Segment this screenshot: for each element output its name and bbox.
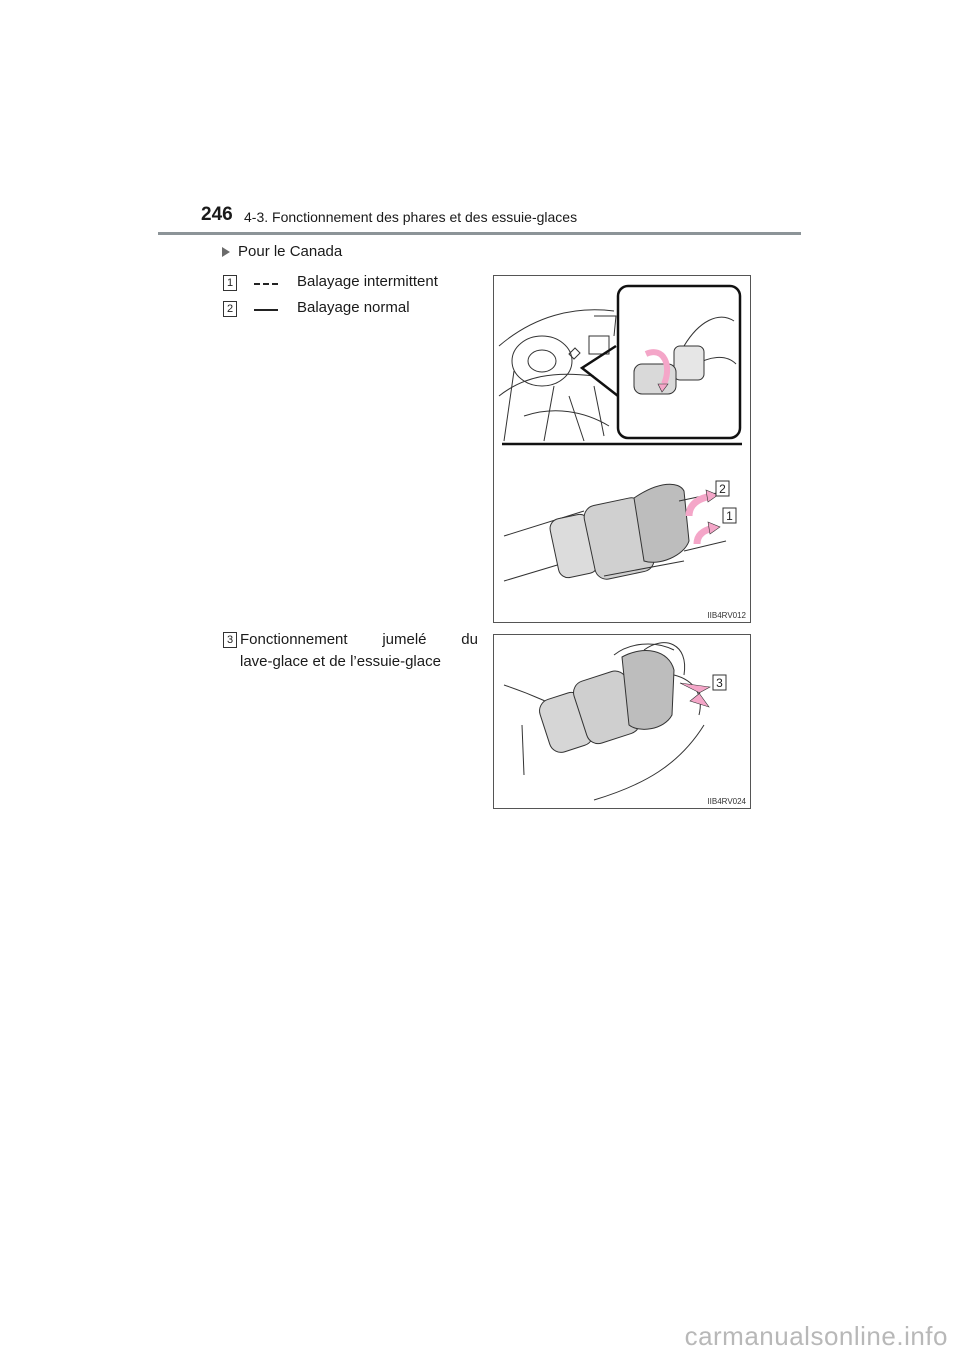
callout-1: 1 bbox=[726, 509, 733, 523]
watermark: carmanualsonline.info bbox=[684, 1321, 948, 1351]
item-3-label-line2: lave-glace et de l’essuie-glace bbox=[240, 653, 441, 670]
region-heading bbox=[222, 243, 342, 260]
callout-3: 3 bbox=[716, 676, 723, 690]
figure-2-code: IIB4RV024 bbox=[707, 797, 746, 806]
callout-2: 2 bbox=[719, 482, 726, 496]
item-3-label bbox=[240, 629, 478, 673]
section-title: 4-3. Fonctionnement des phares et des essuie-glaces bbox=[244, 209, 578, 225]
item-2-number: 2 bbox=[223, 301, 237, 317]
item-3-label-line1: Fonctionnement jumelé du bbox=[240, 631, 478, 648]
region-label: Pour le Canada bbox=[238, 243, 343, 260]
figure-wiper-lever bbox=[493, 275, 751, 623]
item-1-number: 1 bbox=[223, 275, 237, 291]
header-rule bbox=[158, 232, 801, 235]
figure-1-code: IIB4RV012 bbox=[707, 611, 746, 620]
washer-lever-illustration bbox=[494, 635, 750, 808]
figure-washer-lever bbox=[493, 634, 751, 809]
item-2-label: Balayage normal bbox=[297, 299, 410, 316]
dashed-line-symbol bbox=[254, 283, 278, 285]
triangle-bullet-icon bbox=[222, 247, 230, 257]
item-3-number: 3 bbox=[223, 632, 237, 648]
solid-line-symbol bbox=[254, 309, 278, 311]
item-1-label: Balayage intermittent bbox=[297, 273, 438, 290]
page-number: 246 bbox=[201, 204, 233, 225]
wiper-lever-illustration bbox=[494, 276, 750, 622]
